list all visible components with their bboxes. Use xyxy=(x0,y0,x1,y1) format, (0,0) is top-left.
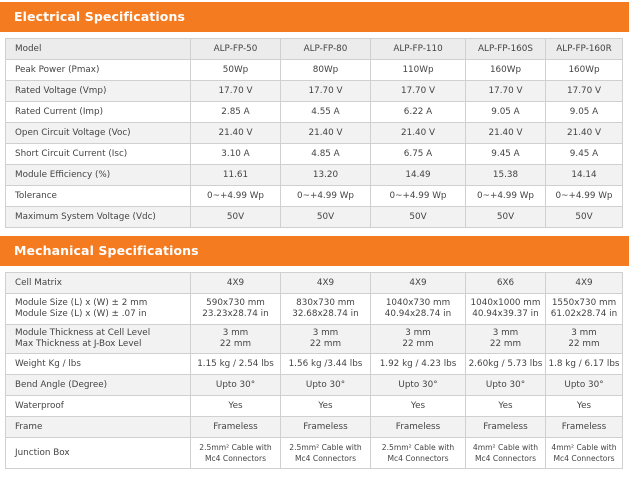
cell-line: 22 mm xyxy=(402,339,434,349)
row-label: Open Circuit Voltage (Voc) xyxy=(6,123,191,144)
table-cell: 4X9 xyxy=(546,273,623,294)
row-label: Short Circuit Current (Isc) xyxy=(6,144,191,165)
cell-line: 3 mm xyxy=(312,328,339,338)
table-cell: 11.61 xyxy=(191,165,281,186)
table-cell: 50V xyxy=(371,207,466,228)
model-name-cell: ALP-FP-110 xyxy=(371,39,466,60)
table-cell: Upto 30° xyxy=(191,375,281,396)
model-name-cell: ALP-FP-160R xyxy=(546,39,623,60)
row-label: Model xyxy=(6,39,191,60)
table-cell xyxy=(466,325,546,354)
table-cell: Upto 30° xyxy=(466,375,546,396)
cell-line: 22 mm xyxy=(219,339,252,349)
table-cell xyxy=(281,438,371,469)
cell-line: 1550x730 mm xyxy=(551,298,617,308)
table-cell: 4X9 xyxy=(281,273,371,294)
row-label xyxy=(6,325,191,354)
table-cell: 9.05 A xyxy=(466,102,546,123)
cell-line: 2.5mm² Cable with xyxy=(199,443,272,452)
cell-line: 23.23x28.74 in xyxy=(202,309,269,319)
table-row xyxy=(6,60,623,81)
table-cell: 21.40 V xyxy=(371,123,466,144)
model-name-cell: ALP-FP-50 xyxy=(191,39,281,60)
table-cell: 17.70 V xyxy=(466,81,546,102)
row-label-line: Module Size (L) x (W) ± 2 mm xyxy=(15,298,148,308)
table-row xyxy=(6,207,623,228)
cell-line: 3 mm xyxy=(571,328,597,338)
table-cell: Yes xyxy=(371,396,466,417)
cell-line: Mc4 Connectors xyxy=(294,454,357,463)
cell-line: 830x730 mm xyxy=(296,298,355,308)
row-label-line: Module Thickness at Cell Level xyxy=(15,328,151,338)
model-name-cell: ALP-FP-160S xyxy=(466,39,546,60)
cell-line: 1040x1000 mm xyxy=(470,298,541,308)
table-cell xyxy=(371,438,466,469)
table-cell: 15.38 xyxy=(466,165,546,186)
cell-line: 3 mm xyxy=(405,328,431,338)
table-cell: 17.70 V xyxy=(281,81,371,102)
row-label: Frame xyxy=(6,417,191,438)
table-row xyxy=(6,325,623,354)
table-cell xyxy=(191,294,281,325)
row-label-line: Max Thickness at J-Box Level xyxy=(15,339,142,349)
table-cell: 4.85 A xyxy=(281,144,371,165)
table-cell xyxy=(281,325,371,354)
table-cell xyxy=(466,294,546,325)
cell-line: 22 mm xyxy=(309,339,342,349)
table-cell: 21.40 V xyxy=(466,123,546,144)
table-cell: 6.75 A xyxy=(371,144,466,165)
row-label: Module Efficiency (%) xyxy=(6,165,191,186)
table-cell: Upto 30° xyxy=(281,375,371,396)
table-row xyxy=(6,81,623,102)
table-cell: 110Wp xyxy=(371,60,466,81)
table-cell: 13.20 xyxy=(281,165,371,186)
cell-line: 2.5mm² Cable with xyxy=(289,443,362,452)
table-cell xyxy=(281,294,371,325)
table-cell: 9.45 A xyxy=(466,144,546,165)
table-cell: Upto 30° xyxy=(371,375,466,396)
table-cell: 0~+4.99 Wp xyxy=(281,186,371,207)
cell-line: 3 mm xyxy=(492,328,519,338)
mechanical-specs-table xyxy=(5,272,623,469)
row-label: Rated Current (Imp) xyxy=(6,102,191,123)
table-cell: 14.49 xyxy=(371,165,466,186)
table-cell: Upto 30° xyxy=(546,375,623,396)
table-row xyxy=(6,438,623,469)
model-name-cell: ALP-FP-80 xyxy=(281,39,371,60)
table-cell: 50V xyxy=(466,207,546,228)
cell-line: 1040x730 mm xyxy=(385,298,451,308)
table-cell xyxy=(191,438,281,469)
table-cell xyxy=(546,438,623,469)
table-row xyxy=(6,375,623,396)
table-cell: Frameless xyxy=(546,417,623,438)
table-cell: 0~+4.99 Wp xyxy=(191,186,281,207)
table-row xyxy=(6,294,623,325)
row-label-line: Module Size (L) x (W) ± .07 in xyxy=(15,309,147,319)
table-cell xyxy=(546,294,623,325)
cell-line: 22 mm xyxy=(489,339,522,349)
table-row xyxy=(6,165,623,186)
row-label: Rated Voltage (Vmp) xyxy=(6,81,191,102)
table-cell: 6.22 A xyxy=(371,102,466,123)
mechanical-specs-header: Mechanical Specifications xyxy=(0,236,629,266)
table-cell: 21.40 V xyxy=(191,123,281,144)
table-cell: 160Wp xyxy=(546,60,623,81)
cell-line: 40.94x39.37 in xyxy=(472,309,539,319)
table-cell: Frameless xyxy=(466,417,546,438)
table-cell: 2.60kg / 5.73 lbs xyxy=(466,354,546,375)
table-cell xyxy=(371,294,466,325)
table-row xyxy=(6,123,623,144)
row-label: Weight Kg / lbs xyxy=(6,354,191,375)
table-cell: 4X9 xyxy=(371,273,466,294)
cell-line: 3 mm xyxy=(222,328,249,338)
cell-line: 590x730 mm xyxy=(206,298,265,308)
table-row xyxy=(6,186,623,207)
table-cell xyxy=(466,438,546,469)
table-cell: 17.70 V xyxy=(546,81,623,102)
table-cell: 9.45 A xyxy=(546,144,623,165)
table-row xyxy=(6,396,623,417)
table-cell: 6X6 xyxy=(466,273,546,294)
table-cell: 0~+4.99 Wp xyxy=(466,186,546,207)
table-cell: 2.85 A xyxy=(191,102,281,123)
table-row xyxy=(6,102,623,123)
table-cell: 9.05 A xyxy=(546,102,623,123)
table-cell: 1.8 kg / 6.17 lbs xyxy=(546,354,623,375)
table-cell: 17.70 V xyxy=(191,81,281,102)
table-cell xyxy=(546,325,623,354)
table-cell: 50V xyxy=(191,207,281,228)
cell-line: 32.68x28.74 in xyxy=(292,309,359,319)
table-cell: 50V xyxy=(281,207,371,228)
table-cell: 50Wp xyxy=(191,60,281,81)
table-cell: 1.56 kg /3.44 lbs xyxy=(281,354,371,375)
table-row xyxy=(6,354,623,375)
table-cell: 4.55 A xyxy=(281,102,371,123)
table-cell: Yes xyxy=(191,396,281,417)
cell-line: Mc4 Connectors xyxy=(204,454,267,463)
table-row xyxy=(6,273,623,294)
row-label: Tolerance xyxy=(6,186,191,207)
row-label xyxy=(6,294,191,325)
table-row xyxy=(6,144,623,165)
cell-line: 22 mm xyxy=(568,339,600,349)
table-cell: 1.15 kg / 2.54 lbs xyxy=(191,354,281,375)
row-label: Maximum System Voltage (Vdc) xyxy=(6,207,191,228)
electrical-specs-table xyxy=(5,38,623,228)
table-cell: 21.40 V xyxy=(546,123,623,144)
electrical-specs-header: Electrical Specifications xyxy=(0,2,629,32)
table-cell: 0~+4.99 Wp xyxy=(371,186,466,207)
cell-line: 2.5mm² Cable with xyxy=(381,443,455,452)
table-row xyxy=(6,417,623,438)
cell-line: Mc4 Connectors xyxy=(553,454,615,463)
table-cell: 17.70 V xyxy=(371,81,466,102)
cell-line: 40.94x28.74 in xyxy=(384,309,452,319)
row-label: Peak Power (Pmax) xyxy=(6,60,191,81)
table-cell: Yes xyxy=(546,396,623,417)
table-cell: Frameless xyxy=(281,417,371,438)
table-cell: 0~+4.99 Wp xyxy=(546,186,623,207)
table-cell: 21.40 V xyxy=(281,123,371,144)
table-cell: Frameless xyxy=(371,417,466,438)
table-cell: 80Wp xyxy=(281,60,371,81)
table-cell: 50V xyxy=(546,207,623,228)
table-cell: Yes xyxy=(466,396,546,417)
table-cell: 14.14 xyxy=(546,165,623,186)
cell-line: Mc4 Connectors xyxy=(387,454,449,463)
table-cell: 3.10 A xyxy=(191,144,281,165)
table-cell: Frameless xyxy=(191,417,281,438)
row-label: Junction Box xyxy=(6,438,191,469)
table-cell xyxy=(191,325,281,354)
table-cell xyxy=(371,325,466,354)
cell-line: 4mm² Cable with xyxy=(551,443,617,452)
row-label: Cell Matrix xyxy=(6,273,191,294)
cell-line: 61.02x28.74 in xyxy=(550,309,618,319)
cell-line: Mc4 Connectors xyxy=(474,454,537,463)
model-header-row xyxy=(6,39,623,60)
cell-line: 4mm² Cable with xyxy=(472,443,539,452)
table-cell: 1.92 kg / 4.23 lbs xyxy=(371,354,466,375)
table-cell: 160Wp xyxy=(466,60,546,81)
table-cell: Yes xyxy=(281,396,371,417)
table-cell: 4X9 xyxy=(191,273,281,294)
row-label: Bend Angle (Degree) xyxy=(6,375,191,396)
row-label: Waterproof xyxy=(6,396,191,417)
